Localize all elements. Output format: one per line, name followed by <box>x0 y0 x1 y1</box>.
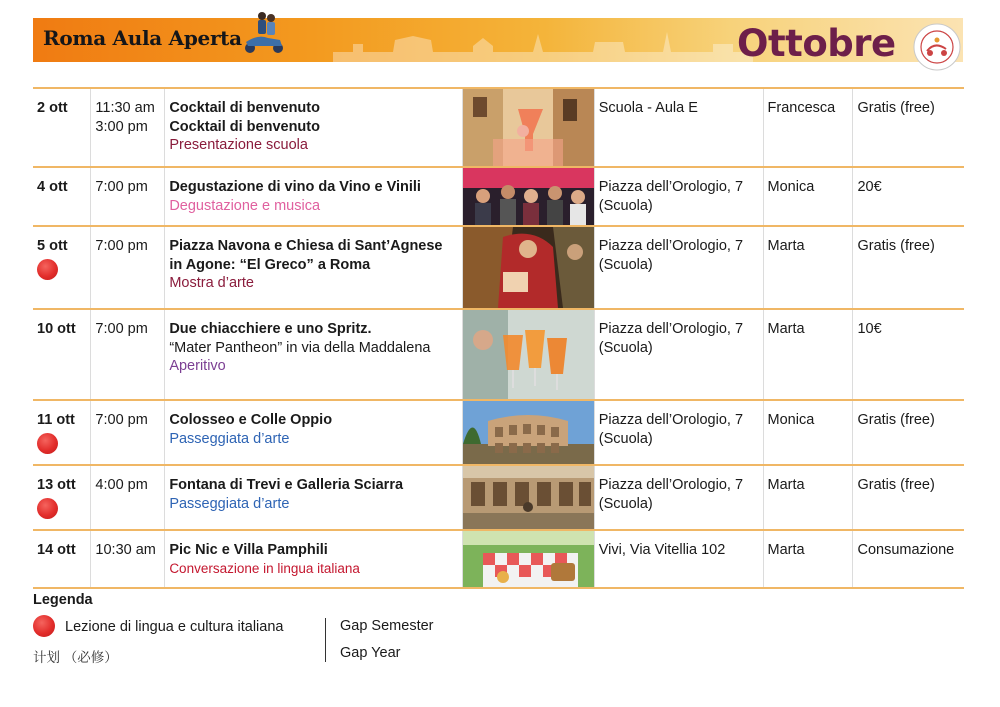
spritz-icon <box>463 310 594 399</box>
event-title-cell <box>165 400 462 465</box>
event-category: Aperitivo <box>169 358 226 374</box>
legend-divider <box>325 618 326 662</box>
event-date-cell <box>33 167 91 226</box>
event-time-cell <box>91 88 165 167</box>
event-time: 10:30 am <box>95 542 156 558</box>
legend-gap-year: Gap Year <box>340 645 401 661</box>
event-title-cell <box>165 167 462 226</box>
event-time: 7:00 pm <box>95 179 148 195</box>
event-title: Pic Nic e Villa Pamphili <box>169 542 328 558</box>
month-title: Ottobre <box>737 22 896 65</box>
event-title-cell <box>165 226 462 309</box>
event-guide: Marta <box>763 309 853 400</box>
event-time-cell <box>91 465 165 530</box>
picnic-icon <box>463 531 594 587</box>
event-time-cell <box>91 167 165 226</box>
event-title: Degustazione di vino da Vino e Vinili <box>169 179 421 195</box>
event-title: Due chiacchiere e uno Spritz. <box>169 321 372 337</box>
event-guide: Monica <box>763 400 853 465</box>
event-place: Piazza dell’Orologio, 7 (Scuola) <box>594 226 763 309</box>
event-row <box>33 465 964 530</box>
event-row <box>33 530 964 588</box>
event-title: Fontana di Trevi e Galleria Sciarra <box>169 477 404 493</box>
event-category: Degustazione e musica <box>169 197 321 214</box>
rome-skyline-icon <box>333 26 753 62</box>
event-place: Vivi, Via Vitellia 102 <box>594 530 763 588</box>
event-date-cell <box>33 530 91 588</box>
event-time-cell <box>91 309 165 400</box>
event-price: 20€ <box>853 167 964 226</box>
event-date-cell <box>33 465 91 530</box>
legend-program-label: 计划 （必修） <box>33 650 118 665</box>
event-image-cell <box>462 309 594 400</box>
event-image-cell <box>462 400 594 465</box>
event-row <box>33 309 964 400</box>
painting-icon <box>463 227 594 308</box>
event-place: Scuola - Aula E <box>594 88 763 167</box>
event-title: Piazza Navona e Chiesa di Sant’Agnese in Agone: “El Greco” a Roma <box>169 238 443 273</box>
colosseum-icon <box>463 401 594 464</box>
event-time: 7:00 pm <box>95 238 148 254</box>
event-title-cell <box>165 465 462 530</box>
event-guide: Marta <box>763 465 853 530</box>
event-price: Gratis (free) <box>853 88 964 167</box>
event-place: Piazza dell’Orologio, 7 (Scuola) <box>594 465 763 530</box>
event-price: Consumazione <box>853 530 964 588</box>
event-date: 14 ott <box>37 542 76 558</box>
event-row <box>33 226 964 309</box>
brand-title: Roma Aula Aperta <box>43 26 242 50</box>
event-image-cell <box>462 167 594 226</box>
event-time: 3:00 pm <box>95 118 148 135</box>
event-title-cell <box>165 88 462 167</box>
event-date-cell <box>33 226 91 309</box>
event-row <box>33 167 964 226</box>
event-guide: Francesca <box>763 88 853 167</box>
event-date: 13 ott <box>37 477 76 493</box>
event-guide: Marta <box>763 226 853 309</box>
event-place: Piazza dell’Orologio, 7 (Scuola) <box>594 400 763 465</box>
event-title-cell <box>165 530 462 588</box>
event-category: Passeggiata d’arte <box>169 430 290 447</box>
event-time-cell <box>91 226 165 309</box>
event-image-cell <box>462 465 594 530</box>
event-guide: Monica <box>763 167 853 226</box>
social-club-seal-icon <box>913 23 961 71</box>
event-time: 11:30 am <box>95 100 155 116</box>
event-guide: Marta <box>763 530 853 588</box>
event-time: 7:00 pm <box>95 321 148 337</box>
red-dot-icon <box>33 615 55 637</box>
event-date-cell <box>33 400 91 465</box>
red-dot-icon <box>37 433 58 454</box>
event-time-cell <box>91 530 165 588</box>
event-place: Piazza dell’Orologio, 7 (Scuola) <box>594 167 763 226</box>
event-image-cell <box>462 530 594 588</box>
event-date: 11 ott <box>37 412 75 428</box>
event-image-cell <box>462 88 594 167</box>
cocktail-icon <box>463 89 594 166</box>
event-row <box>33 400 964 465</box>
event-date-cell <box>33 309 91 400</box>
event-price: Gratis (free) <box>853 226 964 309</box>
event-title: Cocktail di benvenuto <box>169 100 320 116</box>
event-time: 4:00 pm <box>95 477 148 493</box>
event-date-cell <box>33 88 91 167</box>
event-category: Mostra d’arte <box>169 275 254 291</box>
event-date: 4 ott <box>37 179 68 195</box>
event-category: Passeggiata d’arte <box>169 495 290 512</box>
event-time-cell <box>91 400 165 465</box>
event-title-cell <box>165 309 462 400</box>
event-subtitle: “Mater Pantheon” in via della Maddalena <box>169 339 431 356</box>
event-price: Gratis (free) <box>853 400 964 465</box>
legend-dot-label: Lezione di lingua e cultura italiana <box>65 619 284 635</box>
red-dot-icon <box>37 259 58 280</box>
event-place: Piazza dell’Orologio, 7 (Scuola) <box>594 309 763 400</box>
event-title: Cocktail di benvenuto <box>169 118 320 135</box>
event-time: 7:00 pm <box>95 412 148 428</box>
event-category: Presentazione scuola <box>169 137 308 153</box>
event-price: Gratis (free) <box>853 465 964 530</box>
legend-title: Legenda <box>33 592 93 608</box>
event-image-cell <box>462 226 594 309</box>
event-schedule-table <box>33 87 964 589</box>
vespa-couple-icon <box>238 10 288 54</box>
event-title: Colosseo e Colle Oppio <box>169 412 333 428</box>
red-dot-icon <box>37 498 58 519</box>
event-price: 10€ <box>853 309 964 400</box>
event-row <box>33 88 964 167</box>
event-category: Conversazione in lingua italiana <box>169 560 360 576</box>
group-photo-icon <box>463 168 594 225</box>
event-date: 5 ott <box>37 238 68 254</box>
event-date: 2 ott <box>37 100 68 116</box>
event-date: 10 ott <box>37 321 76 337</box>
legend-gap-semester: Gap Semester <box>340 618 434 634</box>
gallery-icon <box>463 466 594 529</box>
